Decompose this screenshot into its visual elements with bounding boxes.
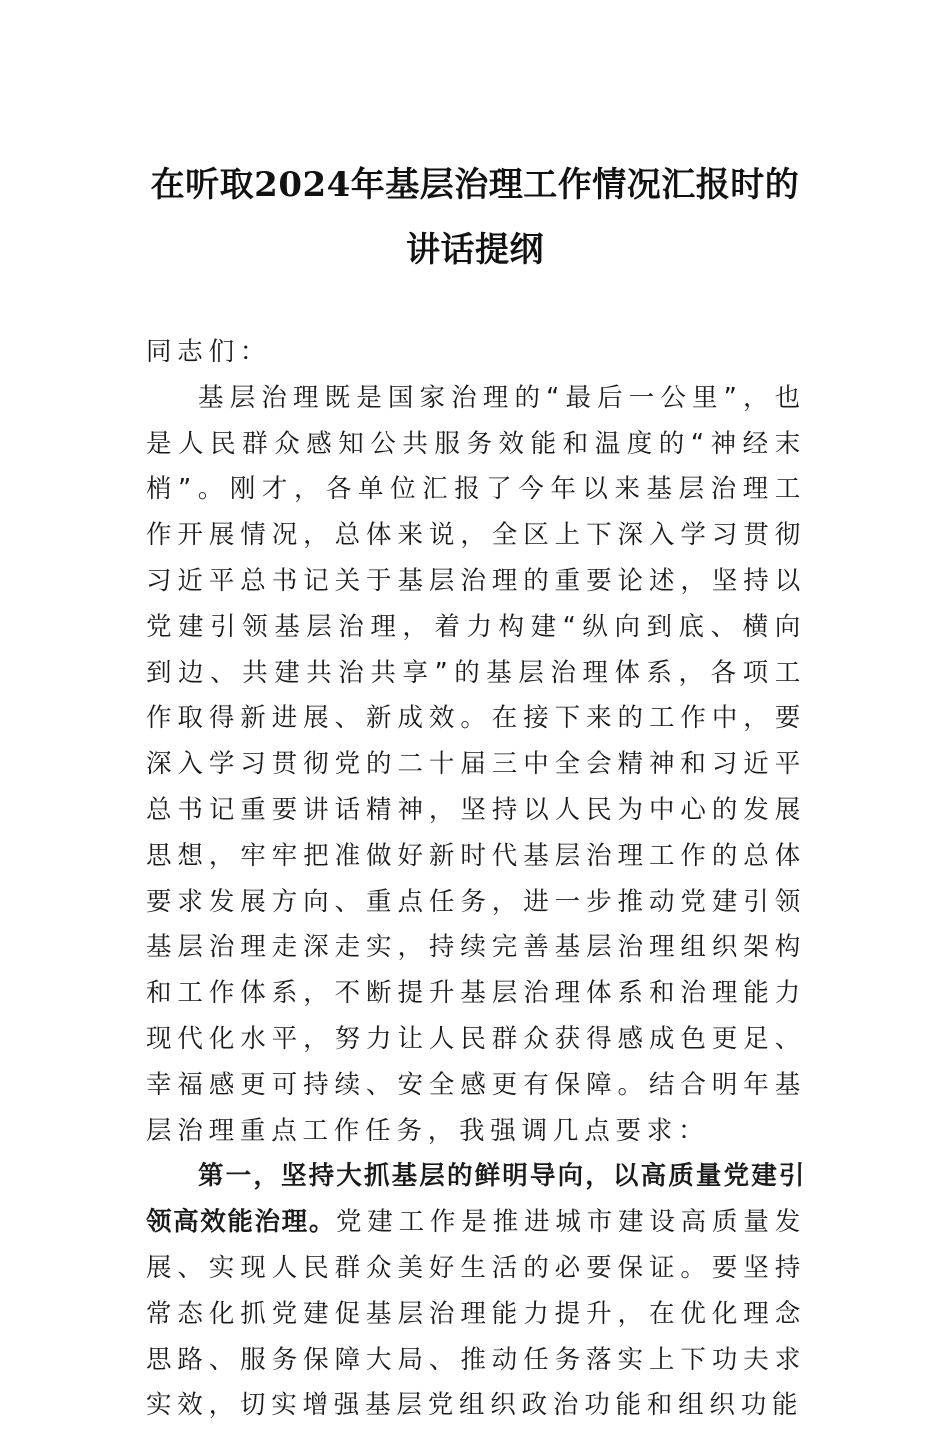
document-title-line-1: 在听取2024年基层治理工作情况汇报时的 [150,165,800,205]
section-1-heading: 第一，坚持大抓基层的鲜明导向，以高质量党建引领高效能治理。 [146,1161,806,1238]
salutation: 同志们： [146,337,272,367]
paragraph-intro: 基层治理既是国家治理的“最后一公里”，也是人民群众感知公共服务效能和温度的“神经末梢”。刚才，各单位汇报了今年以来基层治理工作开展情况，总体来说，全区上下深入学习贯彻习近平总书记关于基层治理的重要论述，坚持以党建引领基层治理，着力构建“纵向到底、横向到边、共建共治共享”的基层治理体系，各项工作取得新进展、新成效。在接下来的工作中，要深入学习贯彻党的二十届三中全会精神和习近平总书记重要讲话精神，坚持以人民为中心的发展思想，牢牢把准做好新时代基层治理工作的总体要求发展方向、重点任务，进一步推动党建引领基层治理走深走实，持续完善基层治理组织架构和工作体系，不断提升基层治理体系和治理能力现代化水平，努力让人民群众获得感成色更足、幸福感更可持续、安全感更有保障。结合明年基层治理重点工作任务，我强调几点要求： [146,382,806,1146]
document-body [146,330,806,1429]
paragraph-section-1 [146,1154,806,1429]
section-1-body: 党建工作是推进城市建设高质量发展、实现人民群众美好生活的必要保证。要坚持常态化抓党建促基层治理能力提升，在优化理念思路、服务保障大局、推动任务落实上下功夫求实效，切实增强基层党组织政治功能和组织功能 [146,1207,806,1421]
document-title-line-2: 讲话提纲 [406,230,544,270]
